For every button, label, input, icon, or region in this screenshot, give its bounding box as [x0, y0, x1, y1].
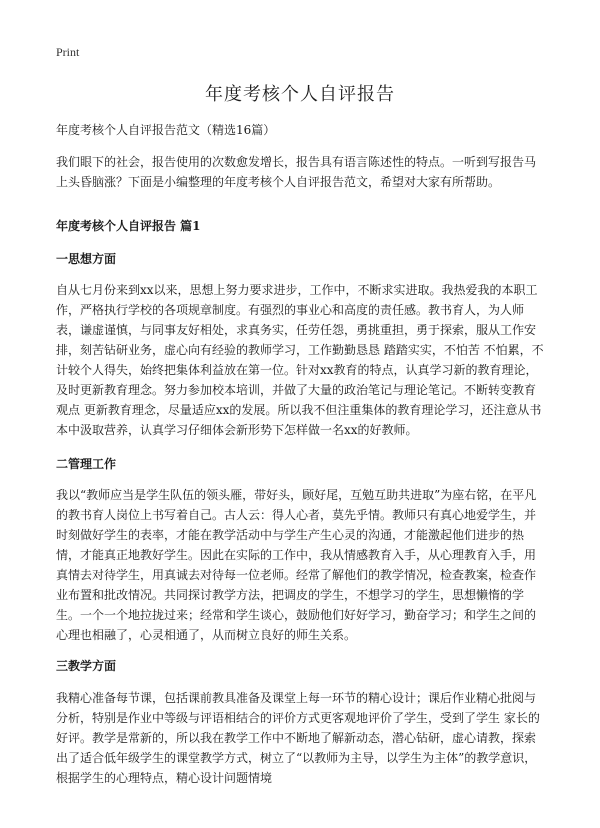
section-body-teaching: 我精心准备每节课，包括课前教具准备及课堂上每一环节的精心设计；课后作业精心批阅与分析，特别是作业中等级与评语相结合的评价方式更客观地评价了学生，受到了学生 家长的好评。教学是常新的，所以我在教学工作中不断地了解新动态，潜心钻研，虚心请教，探索出了适合低年级学生的课堂教学方式，树立了“以教师为主导，以学生为主体”的教学意识，根据学生的心理特点，精心设计问题情境 — [56, 691, 540, 785]
intro-paragraph: 我们眼下的社会，报告使用的次数愈发增长，报告具有语言陈述性的特点。一听到写报告马上头昏脑涨？下面是小编整理的年度考核个人自评报告范文，希望对大家有所帮助。 — [56, 155, 537, 189]
print-link[interactable]: Print — [56, 45, 80, 59]
section-heading-teaching: 三教学方面 — [56, 659, 117, 673]
document-subtitle: 年度考核个人自评报告范文（精选16篇） — [56, 123, 276, 137]
page-title: 年度考核个人自评报告 — [205, 84, 395, 105]
article-heading: 年度考核个人自评报告 篇1 — [56, 219, 201, 233]
section-body-thought: 自从七月份来到xx以来，思想上努力要求进步，工作中，不断求实进取。我热爱我的本职工作，严格执行学校的各项规章制度。有强烈的事业心和高度的责任感。教书育人，为人师表，谦虚谨慎，与同事友好相处，求真务实，任劳任怨，勇挑重担，勇于探索，服从工作安排，刻苦钻研业务，虚心向有经验的教师学习，工作勤勤恳恳 踏踏实实，不怕苦 不怕累，不计较个人得失，始终把集体利益放在第一位。针对xx教育的特点，认真学习新的教育理论，及时更新教育理念。努力参加校本培训，并做了大量的政治笔记与理论笔记。不断转变教育观点 更新教育理念，尽量适应xx的发展。所以我不但注重集体的教育理论学习，还注意从书本中汲取营养，认真学习仔细体会新形势下怎样做一名xx的好教师。 — [56, 283, 544, 437]
section-heading-thought: 一思想方面 — [56, 252, 117, 266]
section-heading-management: 二管理工作 — [56, 457, 117, 471]
section-body-management: 我以“教师应当是学生队伍的领头雁，带好头，顾好尾，互勉互助共进取”为座右铭，在平凡的教书育人岗位上书写着自己。古人云：得人心者，莫先乎情。教师只有真心地爱学生，并时刻做好学生的表率，才能在教学活动中与学生产生心灵的沟通，才能激起他们进步的热情，才能真正地教好学生。因此在实际的工作中，我从情感教育入手，从心理教育入手，用真情去对待学生，用真诚去对待每一位老师。经常了解他们的教学情况，检查教案，检查作业布置和批改情况。共同探讨教学方法，把调皮的学生，不想学习的学生，思想懒惰的学生。一个一个地拉拢过来；经常和学生谈心，鼓励他们好好学习，勤奋学习；和学生之间的心理也相融了，心灵相通了，从而树立良好的师生关系。 — [56, 488, 537, 642]
